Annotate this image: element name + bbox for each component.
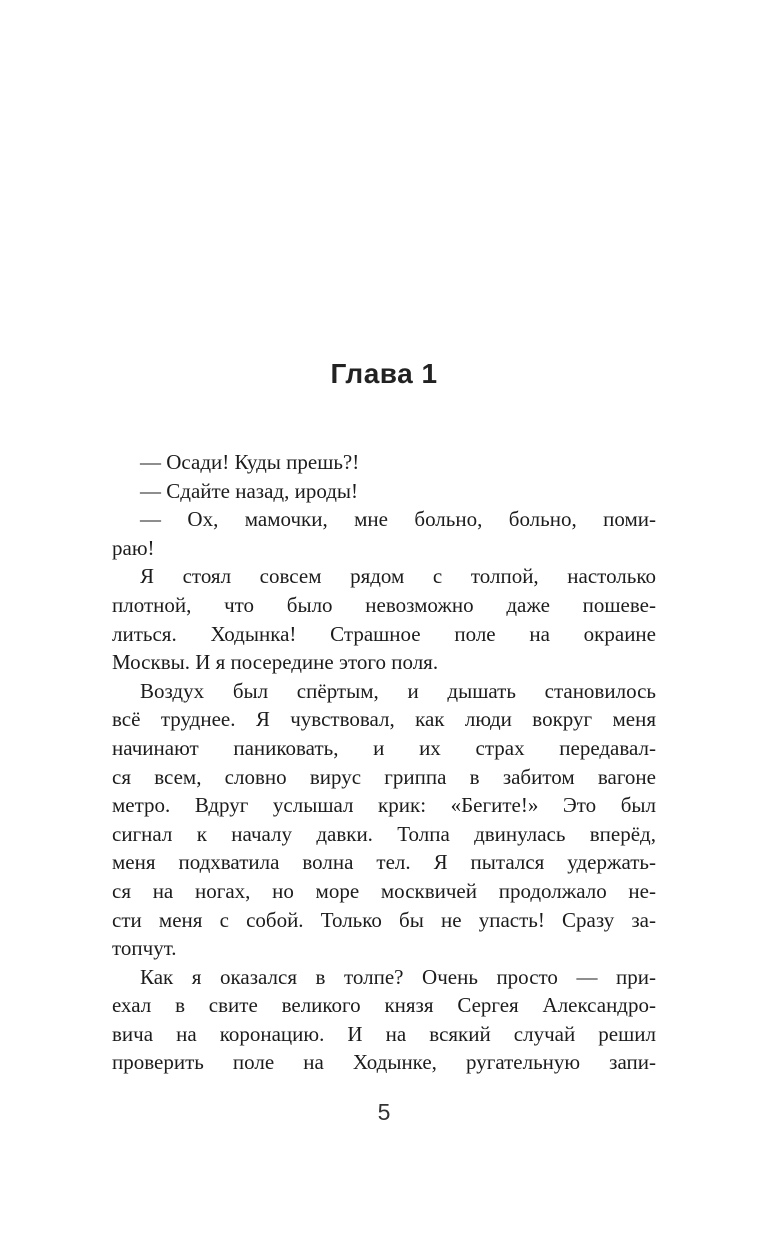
chapter-title: Глава 1 [330, 358, 438, 389]
text-line: Москвы. И я посередине этого поля. [112, 650, 439, 675]
text-line: сти меня с собой. Только бы не упасть! Сразу за- [112, 907, 656, 932]
text-line: сигнал к началу давки. Толпа двинулась вперёд, [112, 821, 656, 846]
text-line: ся всем, словно вирус гриппа в забитом вагоне [112, 764, 656, 789]
text-line: — Сдайте назад, ироды! [140, 478, 359, 503]
text-line: ехал в свите великого князя Сергея Александро- [112, 993, 656, 1018]
text-line: плотной, что было невозможно даже пошеве- [112, 592, 656, 617]
text-line: вича на коронацию. И на всякий случай решил [112, 1021, 656, 1046]
text-line: метро. Вдруг услышал крик: «Бегите!» Это был [112, 793, 656, 818]
text-line: — Ох, мамочки, мне больно, больно, поми- [140, 507, 656, 532]
text-line: литься. Ходынка! Страшное поле на окраине [112, 621, 656, 646]
text-line: топчут. [112, 936, 177, 961]
text-line: Воздух был спёртым, и дышать становилось [140, 678, 656, 703]
text-line: начинают паниковать, и их страх передавал- [112, 735, 656, 760]
page-number: 5 [377, 1099, 391, 1125]
text-line: раю! [112, 535, 155, 560]
text-line: Я стоял совсем рядом с толпой, настолько [140, 564, 656, 589]
text-line: Как я оказался в толпе? Очень просто — при- [140, 964, 656, 989]
text-line: ся на ногах, но море москвичей продолжало не- [112, 878, 656, 903]
text-line: меня подхватила волна тел. Я пытался удержать- [112, 850, 656, 875]
text-line: всё труднее. Я чувствовал, как люди вокруг меня [112, 707, 656, 732]
text-line: проверить поле на Ходынке, ругательную запи- [112, 1050, 656, 1075]
text-line: — Осади! Куды прешь?! [140, 450, 360, 474]
body-text [112, 448, 656, 1077]
